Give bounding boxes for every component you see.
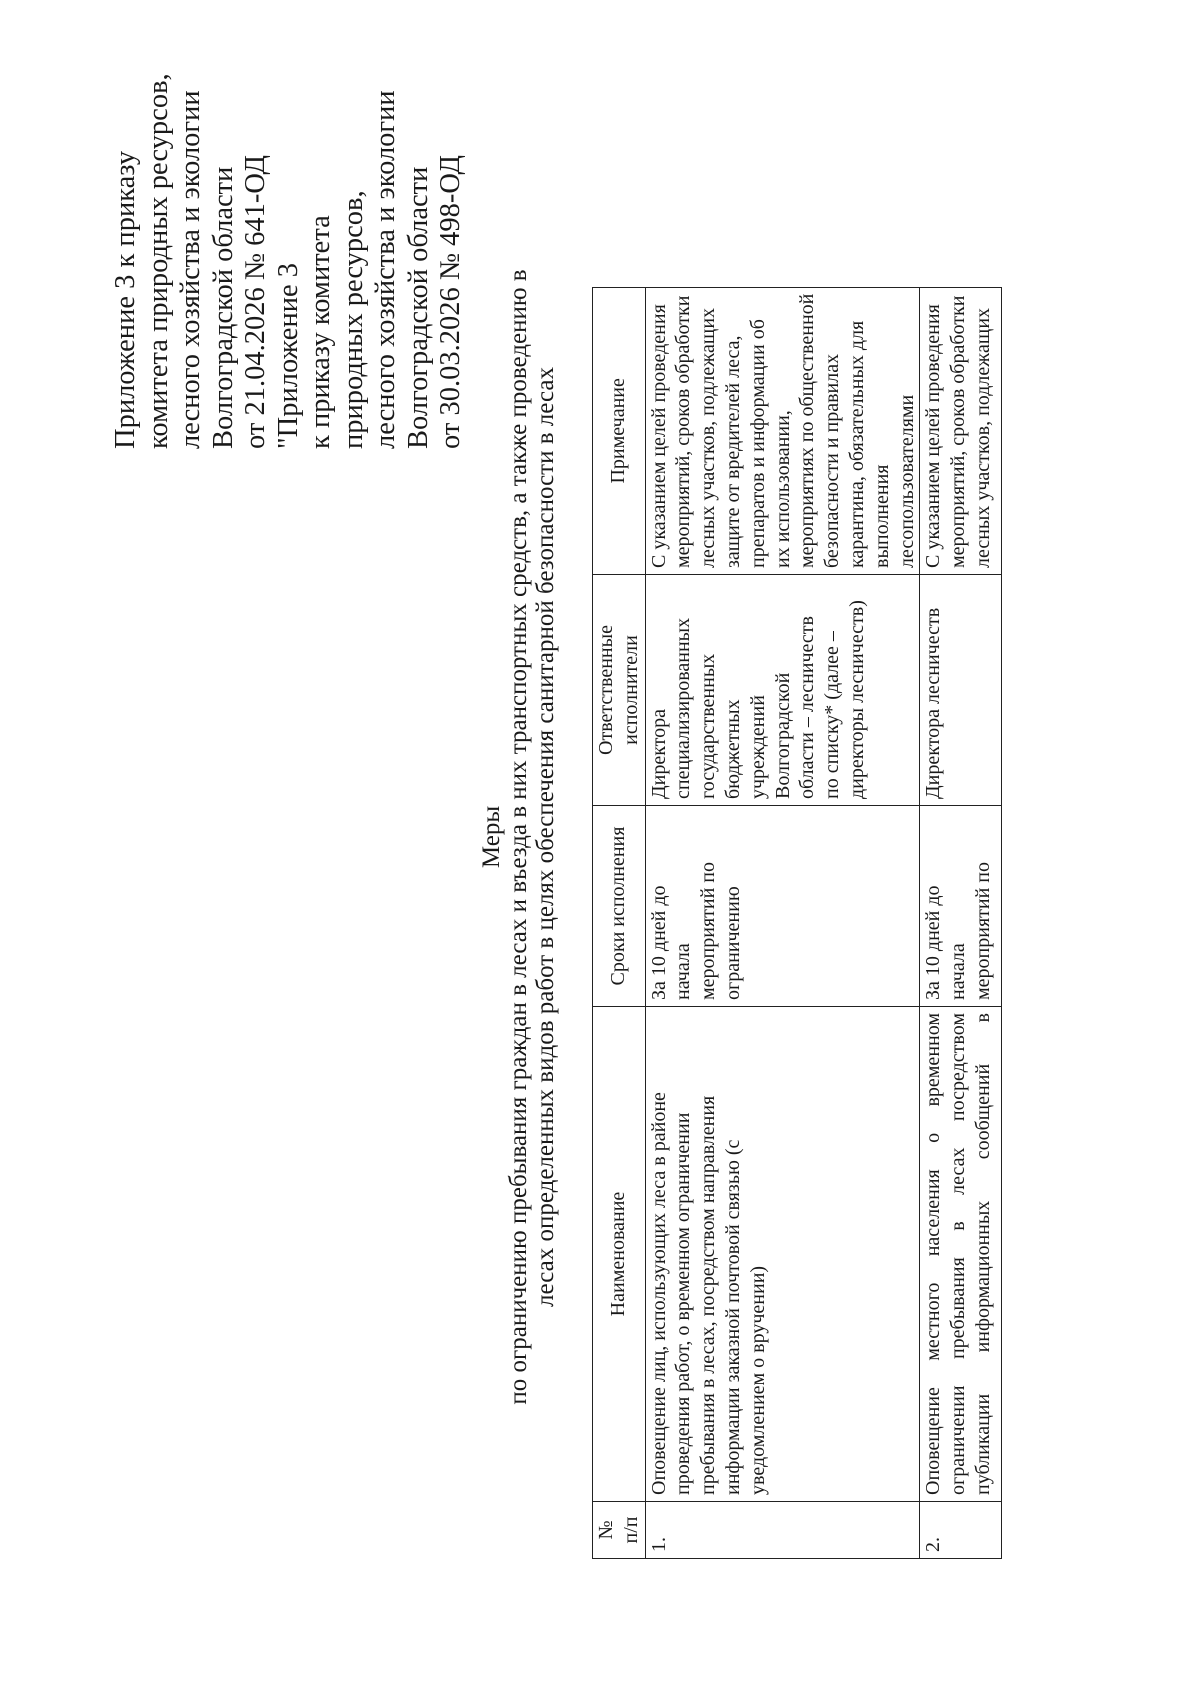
title-line: лесах определенных видов работ в целях обеспечения санитарной безопасности в лесах <box>532 367 559 1307</box>
cell-line: защите от вредителей леса, <box>721 335 744 568</box>
header-number-line: № <box>595 1520 617 1540</box>
header-deadline: Сроки исполнения <box>593 806 646 1007</box>
cell-line: Директора лесничеств <box>922 607 945 799</box>
cell-line: За 10 дней до <box>647 885 670 1000</box>
cell-line: Оповещение лиц, использующих леса в районе <box>647 1092 670 1495</box>
row-note <box>920 287 1002 574</box>
header-note: Примечание <box>593 287 646 574</box>
header-responsible <box>593 575 646 806</box>
row-note <box>645 287 920 574</box>
cell-line: лесных участков, подлежащих <box>697 307 720 568</box>
approval-block <box>110 49 468 449</box>
cell-line: За 10 дней до <box>922 885 945 1000</box>
cell-line: Директора <box>647 708 670 799</box>
cell-line: препаратов и информации об <box>746 319 769 568</box>
header-name: Наименование <box>593 1007 646 1502</box>
cell-line: безопасности и правилах <box>821 353 844 568</box>
cell-line: С указанием целей проведения <box>922 304 945 568</box>
cell-line: лесопользователями <box>895 394 918 568</box>
measures-table <box>592 287 1002 1559</box>
approval-line: к приказу комитета <box>305 215 336 449</box>
cell-line: начала <box>672 943 695 1000</box>
row-deadline <box>645 806 920 1007</box>
cell-line: информации заказной почтовой связью (с <box>721 1139 744 1495</box>
title-heading: Меры <box>478 805 505 869</box>
approval-line: лесного хозяйства и экологии <box>370 90 401 449</box>
table-row <box>645 287 920 1558</box>
approval-line: Волгоградской области <box>207 166 239 449</box>
header-responsible-line: исполнители <box>619 635 642 745</box>
cell-line: мероприятиях по общественной <box>796 293 819 568</box>
cell-line: мероприятий, сроков обработки <box>947 295 970 568</box>
document-title <box>478 97 559 1577</box>
cell-line: специализированных <box>672 617 695 799</box>
approval-line: Приложение 3 к приказу <box>110 150 141 449</box>
cell-line: проведения работ, о временном ограничении <box>672 1112 695 1495</box>
cell-line: публикации информационных сообщений в <box>971 1013 994 1495</box>
row-number: 1. <box>645 1502 920 1559</box>
approval-line: лесного хозяйства и экологии <box>175 90 206 449</box>
cell-line: выполнения <box>870 464 893 568</box>
cell-line: уведомлением о вручении) <box>746 1265 769 1495</box>
cell-line: карантина, обязательных для <box>845 320 868 568</box>
cell-line: мероприятий, сроков обработки <box>672 295 695 568</box>
approval-line: от 21.04.2026 № 641-ОД <box>240 155 271 449</box>
row-number: 2. <box>920 1502 1002 1559</box>
row-deadline <box>920 806 1002 1007</box>
row-name <box>920 1007 1002 1502</box>
title-line: по ограничению пребывания граждан в лесах и въезда в них транспортных средств, а также проведению в <box>505 269 532 1405</box>
approval-line: комитета природных ресурсов, <box>142 73 174 449</box>
header-number-line: п/п <box>619 1516 642 1544</box>
cell-line: мероприятий по <box>971 862 994 1000</box>
cell-line: бюджетных <box>721 699 744 799</box>
row-responsible <box>645 575 920 806</box>
table-row <box>920 287 1002 1558</box>
cell-line: мероприятий по <box>697 862 720 1000</box>
cell-line: пребывания в лесах, посредством направления <box>697 1095 720 1495</box>
cell-line: государственных <box>697 653 720 799</box>
table-header-row <box>593 287 646 1558</box>
cell-line: начала <box>947 943 970 1000</box>
row-responsible <box>920 575 1002 806</box>
approval-line: от 30.03.2026 № 498-ОД <box>435 155 466 449</box>
header-number <box>593 1502 646 1559</box>
cell-line: области – лесничеств <box>796 616 819 799</box>
approval-line: Волгоградской области <box>402 166 434 449</box>
cell-line: ограничению <box>721 886 744 1000</box>
cell-line: директоры лесничеств) <box>845 600 868 799</box>
cell-line: по списку* (далее – <box>821 631 844 799</box>
header-responsible-line: Ответственные <box>595 625 617 755</box>
cell-line: их использовании, <box>771 410 794 568</box>
cell-line: ограничении пребывания в лесах посредством <box>947 1013 970 1495</box>
approval-line: "Приложение 3 <box>272 263 304 449</box>
cell-line: Волгоградской <box>771 672 794 799</box>
cell-line: С указанием целей проведения <box>647 304 670 568</box>
row-name <box>645 1007 920 1502</box>
cell-line: Оповещение местного населения о временном <box>922 1013 945 1495</box>
cell-line: учреждений <box>746 695 769 799</box>
cell-line: лесных участков, подлежащих <box>971 307 994 568</box>
approval-line: природных ресурсов, <box>337 190 369 449</box>
